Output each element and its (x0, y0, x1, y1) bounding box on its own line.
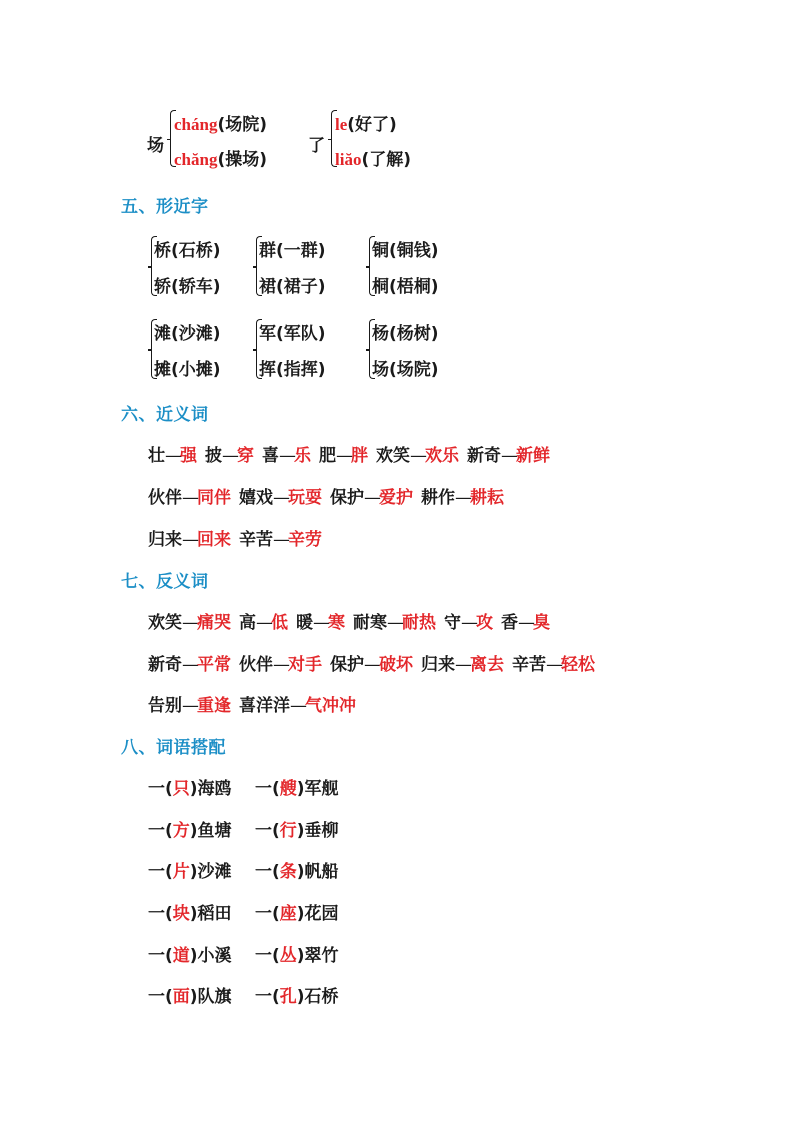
word-pair (444, 613, 493, 633)
dash: — (455, 488, 470, 508)
collocation-item: 一(片)沙滩 (148, 862, 232, 882)
collocation-row (148, 774, 362, 799)
dash: — (273, 488, 288, 508)
word: 欢笑 (148, 613, 182, 633)
polyphone-char: 场 (147, 136, 164, 156)
answer-word: 爱护 (379, 488, 413, 508)
collocation-item: 一(座)花园 (255, 904, 339, 924)
word: 归来 (421, 655, 455, 675)
word: 壮 (148, 446, 165, 466)
word: 新奇 (148, 655, 182, 675)
word-pair (239, 530, 322, 550)
answer-word: 寒 (328, 613, 345, 633)
reading-line: chăng(操场) (174, 150, 268, 170)
word-pair (205, 446, 254, 466)
collocation-item: 一(丛)翠竹 (255, 946, 339, 966)
word: 守 (444, 613, 461, 633)
word-pair (148, 655, 231, 675)
word: 香 (501, 613, 518, 633)
word-pair (421, 655, 504, 675)
polyphone-char: 了 (308, 136, 325, 156)
word-pair (262, 446, 311, 466)
collocation-item: 一(道)小溪 (148, 946, 232, 966)
answer-word: 对手 (288, 655, 322, 675)
word-pair (512, 655, 595, 675)
answer-word: 胖 (351, 446, 368, 466)
measure-word: 道 (172, 946, 190, 966)
dash: — (461, 613, 476, 633)
dash: — (364, 655, 379, 675)
measure-word: 块 (172, 904, 190, 924)
dash: — (273, 655, 288, 675)
measure-word: 方 (172, 821, 190, 841)
word: 耕作 (421, 488, 455, 508)
similar-item: 裙(裙子) (259, 277, 326, 297)
answer-word: 平常 (197, 655, 231, 675)
word: 保护 (330, 488, 364, 508)
section-title-collocations: 八、词语搭配 (121, 738, 226, 758)
answer-word: 破坏 (379, 655, 413, 675)
measure-word: 面 (172, 987, 190, 1007)
measure-word: 只 (172, 779, 190, 799)
word: 暖 (296, 613, 313, 633)
similar-item: 挥(指挥) (259, 360, 326, 380)
word-pair (239, 488, 322, 508)
dash: — (546, 655, 561, 675)
similar-item: 铜(铜钱) (372, 241, 439, 261)
similar-item: 杨(杨树) (372, 324, 439, 344)
section-title-antonyms: 七、反义词 (121, 572, 209, 592)
antonym-row (148, 608, 558, 633)
dash: — (518, 613, 533, 633)
answer-word: 玩耍 (288, 488, 322, 508)
dash: — (279, 446, 294, 466)
measure-word: 片 (172, 862, 190, 882)
word-pair (148, 530, 231, 550)
dash: — (313, 613, 328, 633)
dash: — (364, 488, 379, 508)
dash: — (256, 613, 271, 633)
dash: — (182, 655, 197, 675)
word: 告别 (148, 696, 182, 716)
answer-word: 辛劳 (288, 530, 322, 550)
word: 嬉戏 (239, 488, 273, 508)
word-pair (319, 446, 368, 466)
section-title-synonyms: 六、近义词 (121, 405, 209, 425)
answer-word: 臭 (533, 613, 550, 633)
collocation-item: 一(面)队旗 (148, 987, 232, 1007)
collocation-row (148, 941, 362, 966)
antonym-row (148, 691, 364, 716)
collocation-row (148, 816, 362, 841)
similar-item: 摊(小摊) (154, 360, 221, 380)
answer-word: 痛哭 (197, 613, 231, 633)
answer-word: 欢乐 (425, 446, 459, 466)
measure-word: 艘 (279, 779, 297, 799)
answer-word: 攻 (476, 613, 493, 633)
answer-word: 同伴 (197, 488, 231, 508)
collocation-item: 一(孔)石桥 (255, 987, 339, 1007)
word-pair (330, 488, 413, 508)
measure-word: 行 (279, 821, 297, 841)
reading-line: le(好了) (335, 115, 397, 135)
collocation-row (148, 899, 362, 924)
collocation-item: 一(方)鱼塘 (148, 821, 232, 841)
word-pair (148, 446, 197, 466)
word-pair (501, 613, 550, 633)
answer-word: 回来 (197, 530, 231, 550)
collocation-item: 一(块)稻田 (148, 904, 232, 924)
dash: — (290, 696, 305, 716)
dash: — (222, 446, 237, 466)
measure-word: 孔 (279, 987, 297, 1007)
word: 肥 (319, 446, 336, 466)
answer-word: 穿 (237, 446, 254, 466)
word: 辛苦 (512, 655, 546, 675)
dash: — (182, 613, 197, 633)
synonym-row (148, 483, 512, 508)
measure-word: 丛 (279, 946, 297, 966)
answer-word: 轻松 (561, 655, 595, 675)
word: 耐寒 (353, 613, 387, 633)
word: 伙伴 (148, 488, 182, 508)
word: 披 (205, 446, 222, 466)
word-pair (239, 655, 322, 675)
similar-item: 群(一群) (259, 241, 326, 261)
antonym-row (148, 650, 603, 675)
dash: — (336, 446, 351, 466)
similar-item: 场(场院) (372, 360, 439, 380)
collocation-item: 一(只)海鸥 (148, 779, 232, 799)
answer-word: 耕耘 (470, 488, 504, 508)
dash: — (501, 446, 516, 466)
section-title-similar-chars: 五、形近字 (121, 197, 209, 217)
answer-word: 气冲冲 (305, 696, 356, 716)
reading-line: cháng(场院) (174, 115, 268, 135)
collocation-row (148, 982, 362, 1007)
answer-word: 乐 (294, 446, 311, 466)
similar-item: 军(军队) (259, 324, 326, 344)
word-pair (148, 613, 231, 633)
similar-item: 滩(沙滩) (154, 324, 221, 344)
word: 保护 (330, 655, 364, 675)
word: 喜 (262, 446, 279, 466)
word-pair (296, 613, 345, 633)
dash: — (387, 613, 402, 633)
word-pair (353, 613, 436, 633)
word-pair (239, 696, 356, 716)
collocation-item: 一(行)垂柳 (255, 821, 339, 841)
synonym-row (148, 441, 558, 466)
reading-line: liăo(了解) (335, 150, 411, 170)
measure-word: 座 (279, 904, 297, 924)
word-pair (148, 488, 231, 508)
word-pair (421, 488, 504, 508)
collocation-row (148, 857, 362, 882)
word-pair (376, 446, 459, 466)
similar-item: 桐(梧桐) (372, 277, 439, 297)
similar-item: 桥(石桥) (154, 241, 221, 261)
word: 伙伴 (239, 655, 273, 675)
answer-word: 低 (271, 613, 288, 633)
dash: — (182, 488, 197, 508)
word: 归来 (148, 530, 182, 550)
synonym-row (148, 525, 330, 550)
word: 辛苦 (239, 530, 273, 550)
word: 喜洋洋 (239, 696, 290, 716)
dash: — (182, 530, 197, 550)
word-pair (330, 655, 413, 675)
word: 欢笑 (376, 446, 410, 466)
word-pair (239, 613, 288, 633)
answer-word: 离去 (470, 655, 504, 675)
dash: — (410, 446, 425, 466)
dash: — (455, 655, 470, 675)
dash: — (273, 530, 288, 550)
answer-word: 新鲜 (516, 446, 550, 466)
word-pair (467, 446, 550, 466)
dash: — (165, 446, 180, 466)
answer-word: 耐热 (402, 613, 436, 633)
measure-word: 条 (279, 862, 297, 882)
answer-word: 重逢 (197, 696, 231, 716)
similar-item: 轿(轿车) (154, 277, 221, 297)
word-pair (148, 696, 231, 716)
word: 新奇 (467, 446, 501, 466)
answer-word: 强 (180, 446, 197, 466)
collocation-item: 一(条)帆船 (255, 862, 339, 882)
collocation-item: 一(艘)军舰 (255, 779, 339, 799)
dash: — (182, 696, 197, 716)
word: 高 (239, 613, 256, 633)
